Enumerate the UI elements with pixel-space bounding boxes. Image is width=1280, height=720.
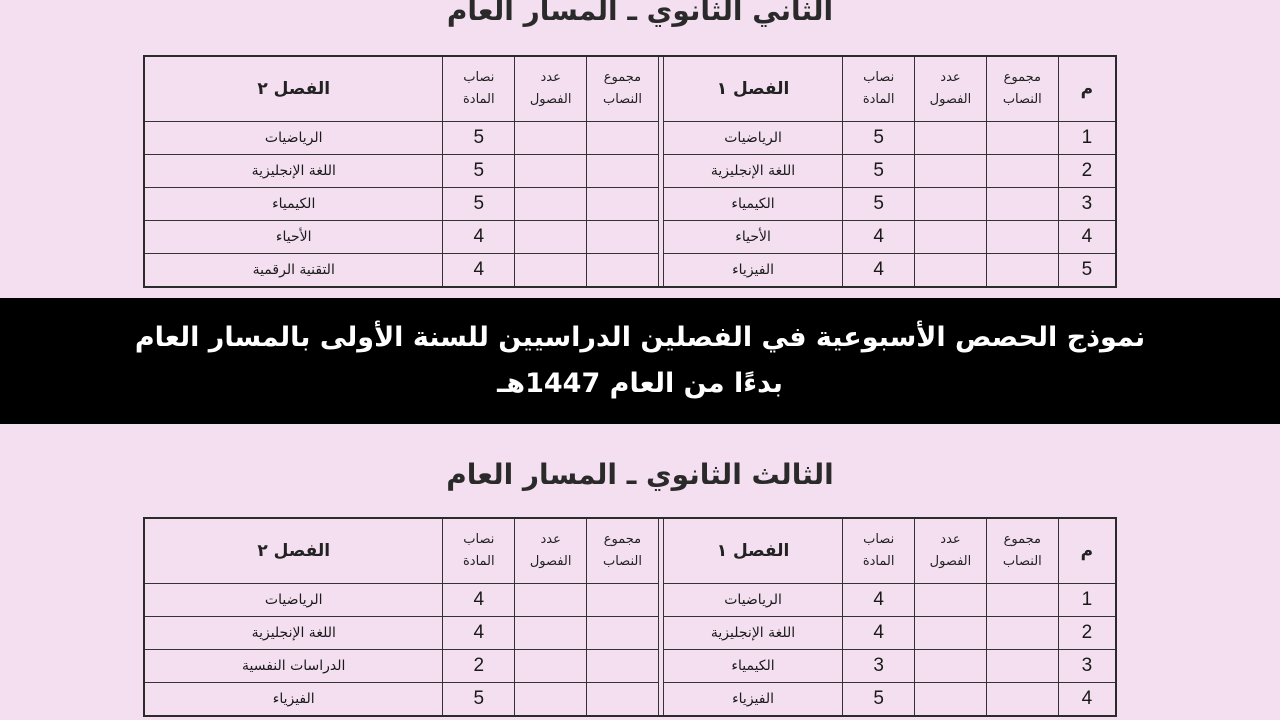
header-index: م (1058, 518, 1116, 584)
table-row (144, 254, 1116, 288)
header-class-count-term2: عدد الفصول (515, 518, 587, 584)
row-index: 3 (1058, 188, 1116, 221)
cell-subject-term1: الرياضيات (663, 122, 842, 155)
cell-subject-term1: الفيزياء (663, 683, 842, 717)
row-index: 1 (1058, 122, 1116, 155)
cell-total-term2 (587, 155, 659, 188)
cell-count-term2 (515, 650, 587, 683)
header-total-quota-term2: مجموع النصاب (587, 56, 659, 122)
cell-total-term1 (986, 221, 1058, 254)
row-index: 2 (1058, 617, 1116, 650)
cell-subject-term2: الدراسات النفسية (144, 650, 443, 683)
cell-count-term1 (915, 683, 987, 717)
header-term2: الفصل ٢ (144, 56, 443, 122)
cell-quota-term1: 4 (843, 221, 915, 254)
cell-total-term1 (986, 254, 1058, 288)
cell-subject-term1: الفيزياء (663, 254, 842, 288)
cell-quota-term2: 4 (443, 584, 515, 617)
cell-count-term1 (915, 155, 987, 188)
cell-quota-term2: 4 (443, 617, 515, 650)
cell-total-term2 (587, 584, 659, 617)
header-total-quota-term2: مجموع النصاب (587, 518, 659, 584)
cell-subject-term1: اللغة الإنجليزية (663, 155, 842, 188)
cell-subject-term2: الفيزياء (144, 683, 443, 717)
header-index: م (1058, 56, 1116, 122)
cell-subject-term1: اللغة الإنجليزية (663, 617, 842, 650)
cell-subject-term2: الكيمياء (144, 188, 443, 221)
row-index: 2 (1058, 155, 1116, 188)
cell-count-term2 (515, 188, 587, 221)
cell-count-term2 (515, 254, 587, 288)
cell-count-term1 (915, 221, 987, 254)
cell-quota-term1: 4 (843, 584, 915, 617)
cell-count-term1 (915, 254, 987, 288)
row-index: 3 (1058, 650, 1116, 683)
overlay-banner (0, 298, 1280, 424)
table-header-row (144, 56, 1116, 122)
cell-quota-term2: 5 (443, 122, 515, 155)
cell-total-term1 (986, 584, 1058, 617)
table-header-row (144, 518, 1116, 584)
cell-count-term2 (515, 221, 587, 254)
cell-quota-term1: 4 (843, 254, 915, 288)
column-gap (658, 56, 663, 122)
cell-quota-term2: 4 (443, 221, 515, 254)
cell-quota-term1: 4 (843, 617, 915, 650)
header-subject-quota-term2: نصاب المادة (443, 56, 515, 122)
cell-subject-term1: الأحياء (663, 221, 842, 254)
schedule-table-third-secondary (143, 517, 1117, 717)
cell-subject-term2: اللغة الإنجليزية (144, 617, 443, 650)
section-title-third-secondary: الثالث الثانوي ـ المسار العام (446, 458, 834, 491)
cell-count-term1 (915, 650, 987, 683)
cell-subject-term2: الرياضيات (144, 584, 443, 617)
header-subject-quota-term2: نصاب المادة (443, 518, 515, 584)
cell-quota-term1: 5 (843, 122, 915, 155)
cell-count-term2 (515, 584, 587, 617)
cell-subject-term1: الكيمياء (663, 650, 842, 683)
banner-line-1: نموذج الحصص الأسبوعية في الفصلين الدراسيين للسنة الأولى بالمسار العام (134, 322, 1146, 353)
cell-subject-term2: اللغة الإنجليزية (144, 155, 443, 188)
row-index: 4 (1058, 221, 1116, 254)
cell-total-term2 (587, 683, 659, 717)
cell-count-term1 (915, 617, 987, 650)
table-row (144, 221, 1116, 254)
schedule-table-second-secondary (143, 55, 1117, 288)
cell-subject-term1: الكيمياء (663, 188, 842, 221)
cell-total-term1 (986, 617, 1058, 650)
table-row (144, 617, 1116, 650)
table-row (144, 155, 1116, 188)
cell-count-term1 (915, 188, 987, 221)
header-subject-quota-term1: نصاب المادة (843, 518, 915, 584)
column-gap (658, 518, 663, 584)
cell-total-term1 (986, 683, 1058, 717)
header-total-quota-term1: مجموع النصاب (986, 518, 1058, 584)
cell-total-term2 (587, 617, 659, 650)
table-row (144, 584, 1116, 617)
header-class-count-term1: عدد الفصول (915, 56, 987, 122)
header-term1: الفصل ١ (663, 518, 842, 584)
cell-total-term1 (986, 188, 1058, 221)
row-index: 4 (1058, 683, 1116, 717)
table-row (144, 188, 1116, 221)
cell-total-term1 (986, 122, 1058, 155)
header-term1: الفصل ١ (663, 56, 842, 122)
cell-subject-term2: التقنية الرقمية (144, 254, 443, 288)
cell-subject-term1: الرياضيات (663, 584, 842, 617)
cell-count-term1 (915, 122, 987, 155)
table-row (144, 683, 1116, 717)
header-class-count-term1: عدد الفصول (915, 518, 987, 584)
cell-total-term2 (587, 188, 659, 221)
cell-quota-term1: 3 (843, 650, 915, 683)
cell-total-term1 (986, 650, 1058, 683)
cell-quota-term2: 5 (443, 155, 515, 188)
cell-total-term2 (587, 650, 659, 683)
cell-count-term2 (515, 683, 587, 717)
cell-total-term2 (587, 221, 659, 254)
cell-total-term2 (587, 122, 659, 155)
header-total-quota-term1: مجموع النصاب (986, 56, 1058, 122)
table-row (144, 122, 1116, 155)
cell-count-term2 (515, 122, 587, 155)
cell-quota-term2: 2 (443, 650, 515, 683)
cell-quota-term2: 5 (443, 188, 515, 221)
cell-quota-term1: 5 (843, 188, 915, 221)
cell-quota-term1: 5 (843, 683, 915, 717)
cell-quota-term2: 4 (443, 254, 515, 288)
cell-quota-term1: 5 (843, 155, 915, 188)
header-subject-quota-term1: نصاب المادة (843, 56, 915, 122)
table-row (144, 650, 1116, 683)
header-class-count-term2: عدد الفصول (515, 56, 587, 122)
banner-line-2: بدءًا من العام 1447هـ (497, 368, 783, 399)
cell-count-term2 (515, 617, 587, 650)
row-index: 1 (1058, 584, 1116, 617)
cell-subject-term2: الأحياء (144, 221, 443, 254)
cell-count-term1 (915, 584, 987, 617)
header-term2: الفصل ٢ (144, 518, 443, 584)
cell-total-term2 (587, 254, 659, 288)
cell-quota-term2: 5 (443, 683, 515, 717)
cell-total-term1 (986, 155, 1058, 188)
row-index: 5 (1058, 254, 1116, 288)
cell-count-term2 (515, 155, 587, 188)
cell-subject-term2: الرياضيات (144, 122, 443, 155)
section-title-second-secondary: الثاني الثانوي ـ المسار العام (446, 0, 834, 27)
